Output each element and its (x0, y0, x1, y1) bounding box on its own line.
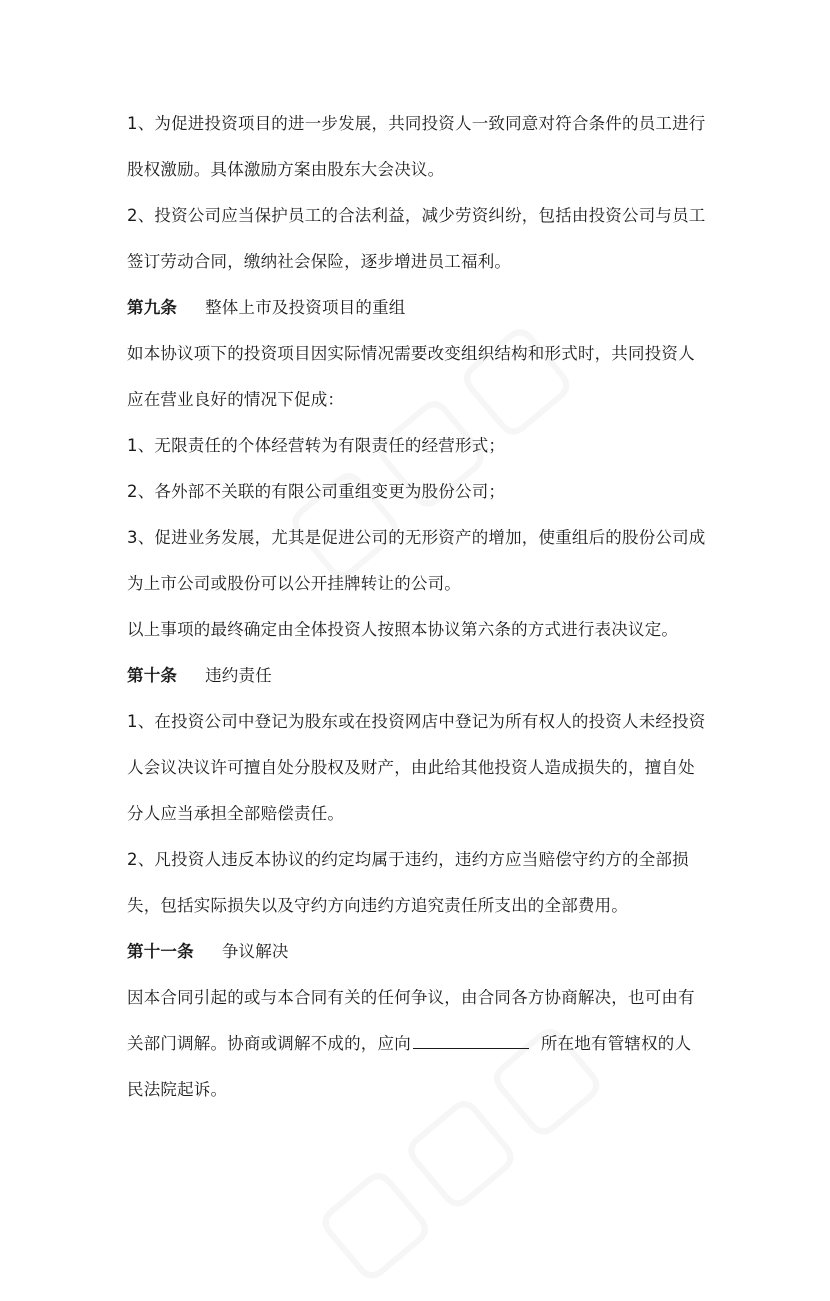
fill-in-blank[interactable] (413, 1032, 529, 1049)
paragraph-line: 失，包括实际损失以及守约方向违约方追究责任所支出的全部费用。 (127, 896, 628, 915)
paragraph-line: 1、为促进投资项目的进一步发展，共同投资人一致同意对符合条件的员工进行 (127, 114, 706, 133)
document-body (127, 101, 712, 1113)
paragraph-line: 应在营业良好的情况下促成： (127, 390, 345, 409)
paragraph-line: 1、在投资公司中登记为股东或在投资网店中登记为所有权人的投资人未经投资 (127, 712, 706, 731)
article-9-heading (127, 285, 712, 331)
paragraph-line: 如本协议项下的投资项目因实际情况需要改变组织结构和形式时，共同投资人 (127, 344, 695, 363)
article-number: 第十条 (127, 666, 178, 685)
paragraph-line: 人会议决议许可擅自处分股权及财产，由此给其他投资人造成损失的，擅自处 (127, 758, 695, 777)
paragraph-line: 3、促进业务发展，尤其是促进公司的无形资产的增加，使重组后的股份公司成 (127, 528, 706, 547)
paragraph-line (127, 1021, 712, 1067)
paragraph-line: 分人应当承担全部赔偿责任。 (127, 804, 345, 823)
paragraph-line: 2、投资公司应当保护员工的合法利益，减少劳资纠纷，包括由投资公司与员工 (127, 206, 706, 225)
paragraph-line: 签订劳动合同，缴纳社会保险，逐步增进员工福利。 (127, 252, 512, 271)
paragraph-text: 关部门调解。协商或调解不成的，应向 (127, 1034, 411, 1053)
article-10-heading (127, 653, 712, 699)
paragraph-line: 2、凡投资人违反本协议的约定均属于违约，违约方应当赔偿守约方的全部损 (127, 850, 689, 869)
article-title: 整体上市及投资项目的重组 (205, 298, 406, 317)
article-title: 违约责任 (205, 666, 272, 685)
paragraph-line: 股权激励。具体激励方案由股东大会决议。 (127, 160, 445, 179)
article-number: 第九条 (127, 298, 178, 317)
paragraph-text: 所在地有管辖权的人 (540, 1034, 692, 1053)
paragraph-line: 以上事项的最终确定由全体投资人按照本协议第六条的方式进行表决议定。 (127, 620, 679, 639)
article-number: 第十一条 (127, 942, 194, 961)
article-title: 争议解决 (221, 942, 289, 961)
paragraph-line: 2、各外部不关联的有限公司重组变更为股份公司； (127, 482, 506, 501)
paragraph-line: 1、无限责任的个体经营转为有限责任的经营形式； (127, 436, 506, 455)
paragraph-line: 为上市公司或股份可以公开挂牌转让的公司。 (127, 574, 461, 593)
paragraph-line: 因本合同引起的或与本合同有关的任何争议，由合同各方协商解决，也可由有 (127, 988, 695, 1007)
article-11-heading (127, 929, 712, 975)
paragraph-line: 民法院起诉。 (127, 1080, 228, 1099)
